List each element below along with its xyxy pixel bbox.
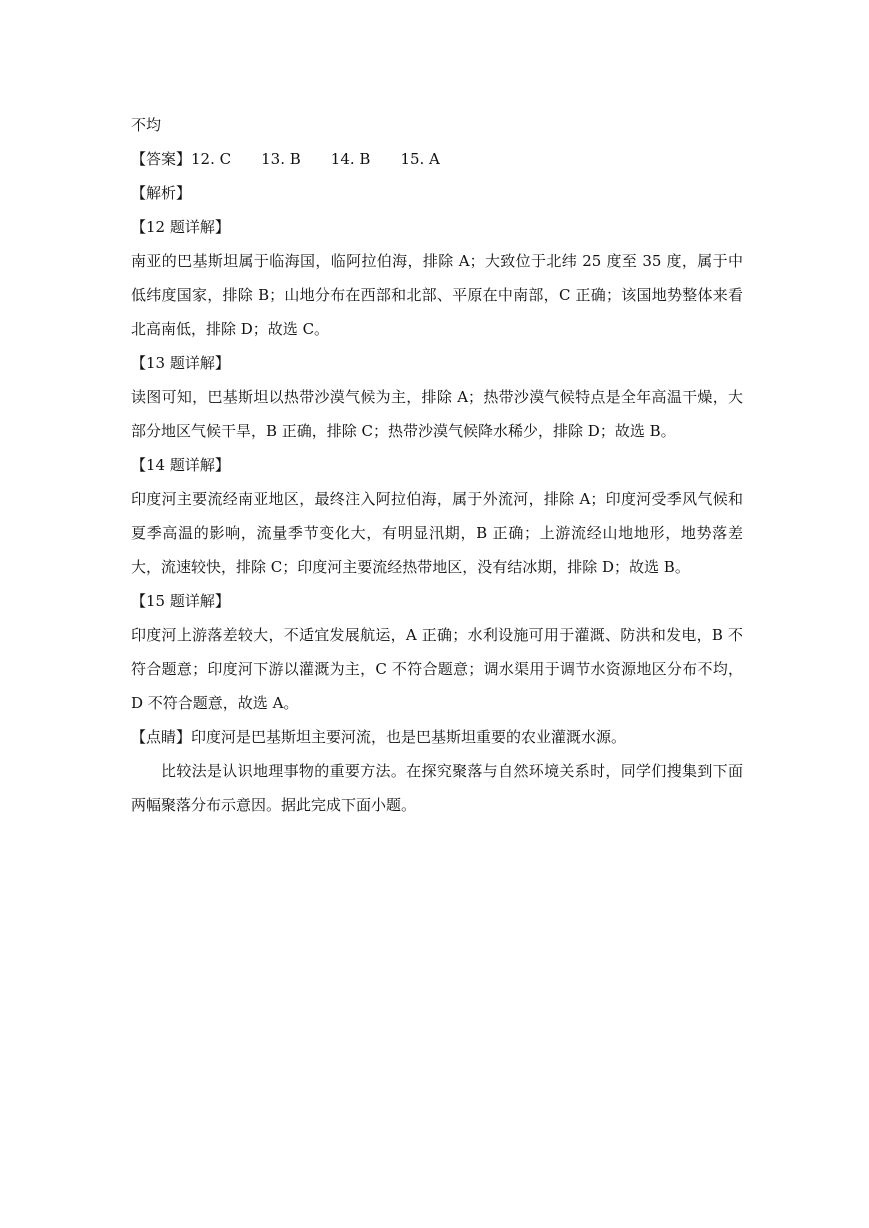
q13-explanation: 读图可知，巴基斯坦以热带沙漠气候为主，排除 A；热带沙漠气候特点是全年高温干燥，大部分地区气候干旱，B 正确，排除 C；热带沙漠气候降水稀少，排除 D；故选 B。 (131, 388, 743, 440)
q12-heading: 【12 题详解】 (131, 218, 230, 236)
q14-explanation: 印度河主要流经南亚地区，最终注入阿拉伯海，属于外流河，排除 A；印度河受季风气候和夏季高温的影响，流量季节变化大，有明显汛期，B 正确；上游流经山地地形，地势落差大，流速较快，排除 C；印度河主要流经热带地区，没有结冰期，排除 D；故选 B。 (131, 490, 743, 576)
comment-label: 【点睛】 (131, 728, 192, 746)
q15-heading: 【15 题详解】 (131, 592, 230, 610)
continued-text: 不均 (131, 116, 162, 134)
answer-13: 13. B (261, 150, 301, 168)
answer-12: 12. C (191, 150, 232, 168)
intro-paragraph: 比较法是认识地理事物的重要方法。在探究聚落与自然环境关系时，同学们搜集到下面两幅聚落分布示意因。据此完成下面小题。 (131, 762, 743, 814)
answer-15: 15. A (400, 150, 440, 168)
document-page (131, 108, 743, 822)
comment-text: 印度河是巴基斯坦主要河流，也是巴基斯坦重要的农业灌溉水源。 (191, 728, 627, 746)
analysis-heading: 【解析】 (131, 184, 192, 202)
answer-14: 14. B (330, 150, 371, 168)
q14-heading: 【14 题详解】 (131, 456, 230, 474)
q13-heading: 【13 题详解】 (131, 354, 230, 372)
answer-label: 【答案】 (131, 150, 192, 168)
comment-paragraph (131, 720, 743, 754)
q15-explanation: 印度河上游落差较大，不适宜发展航运，A 正确；水利设施可用于灌溉、防洪和发电，B 不符合题意；印度河下游以灌溉为主，C 不符合题意；调水渠用于调节水资源地区分布不均，D 不符合题意，故选 A。 (131, 626, 743, 712)
answer-line (131, 142, 743, 176)
q12-explanation: 南亚的巴基斯坦属于临海国，临阿拉伯海，排除 A；大致位于北纬 25 度至 35 度，属于中低纬度国家，排除 B；山地分布在西部和北部、平原在中南部，C 正确；该国地势整体来看北高南低，排除 D；故选 C。 (131, 252, 743, 338)
